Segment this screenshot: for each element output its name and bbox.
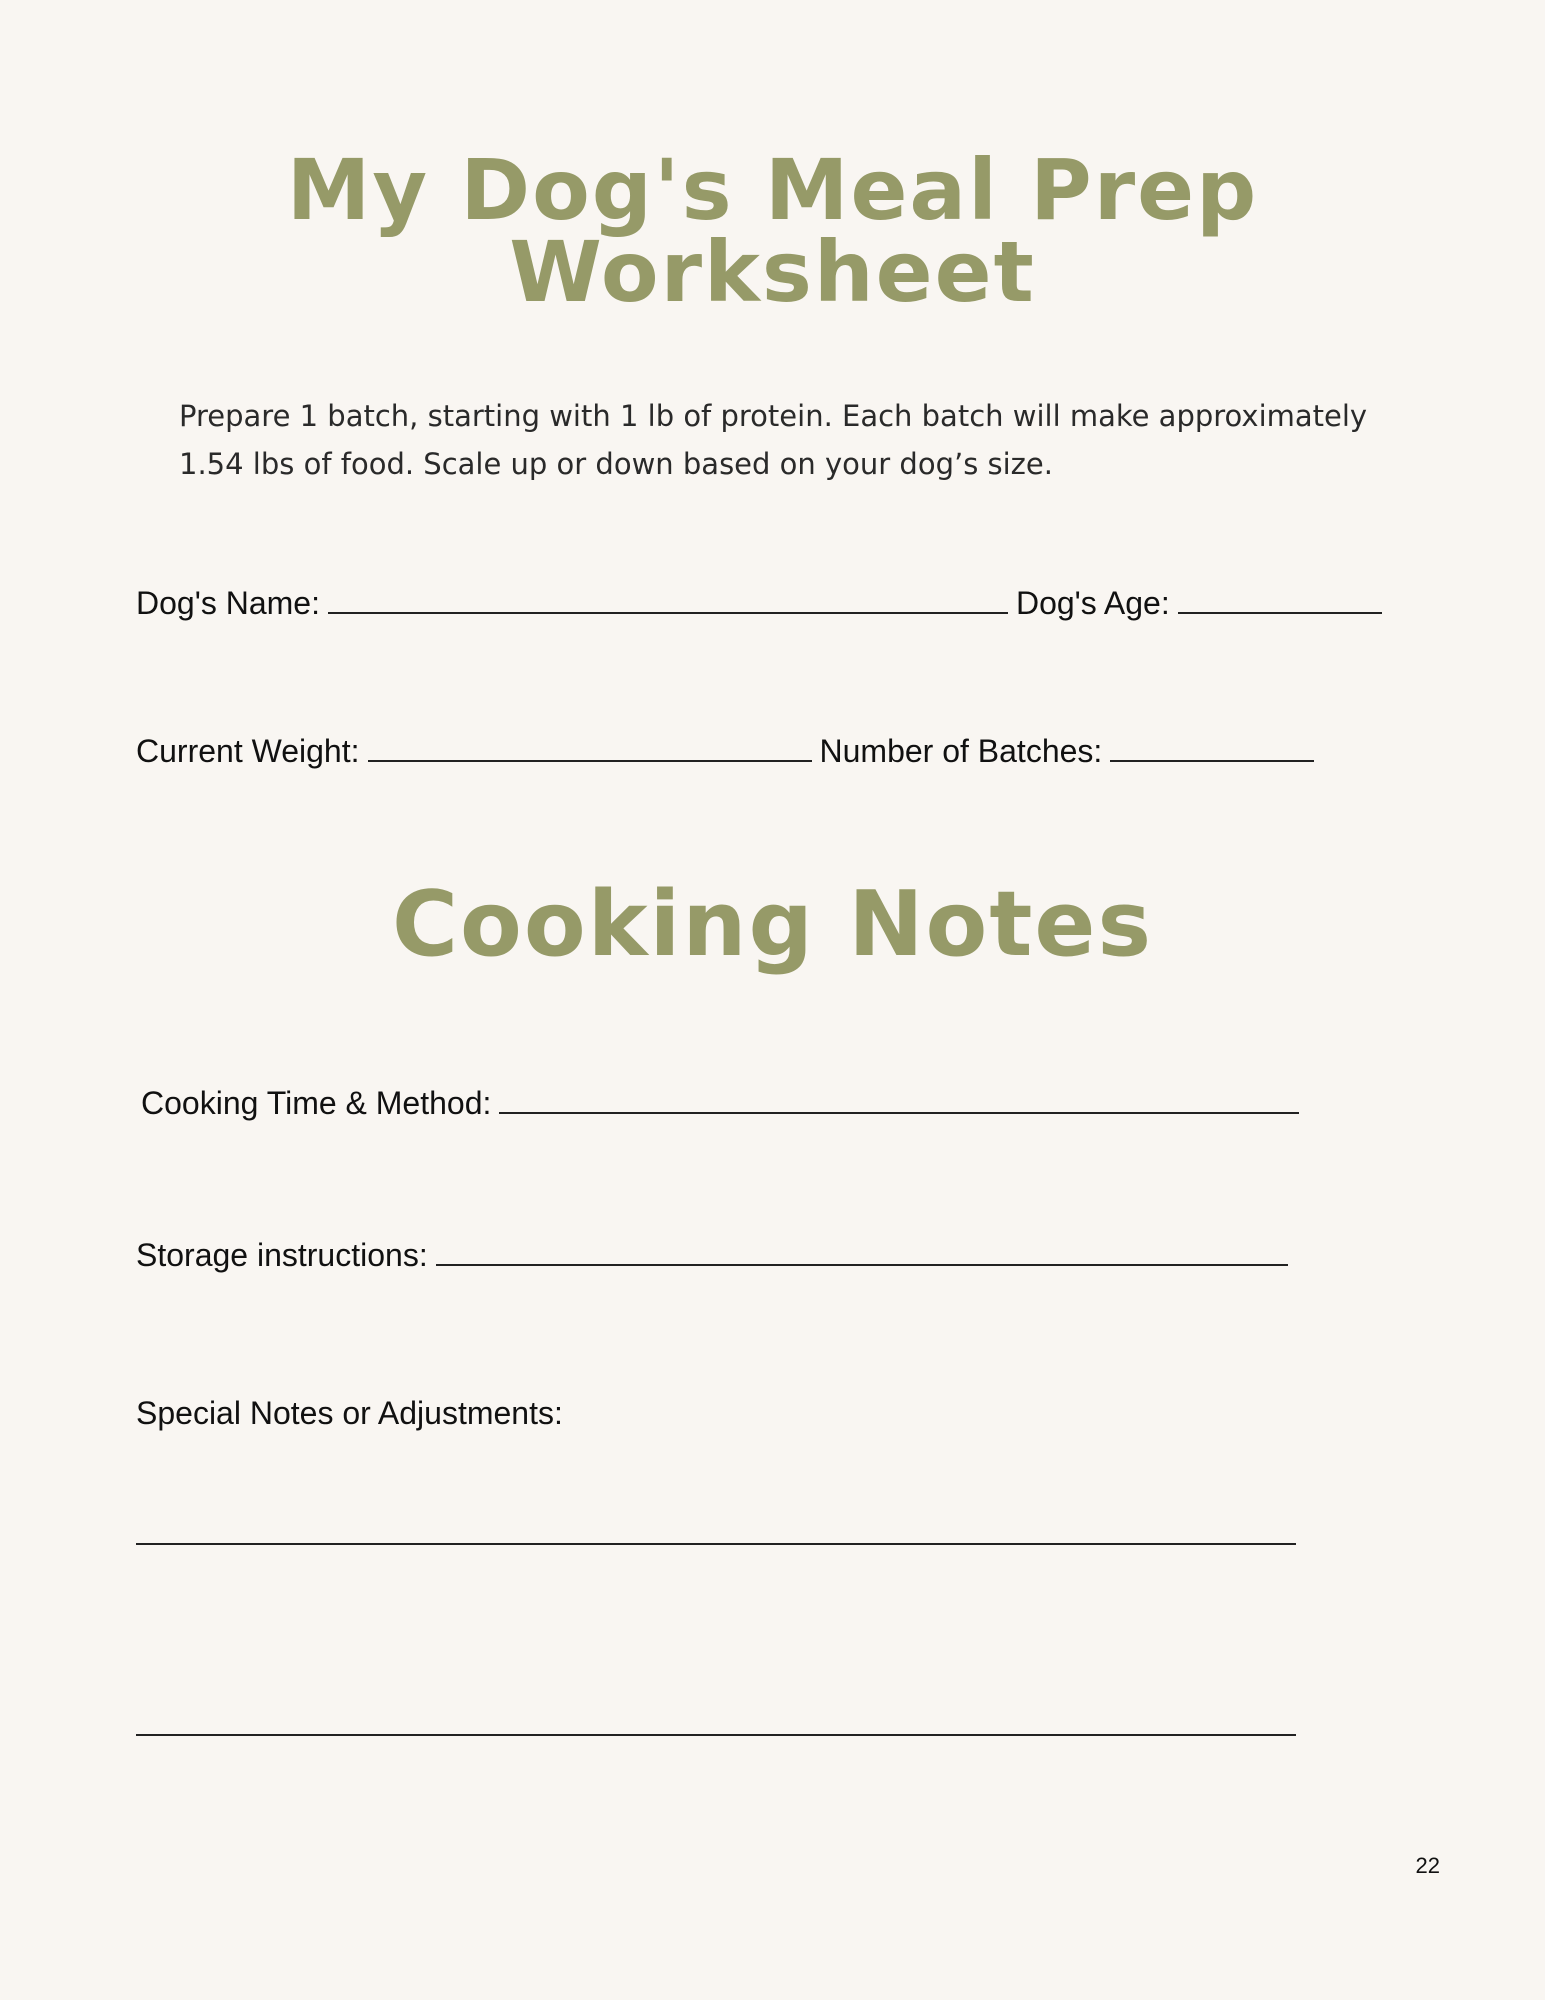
intro-paragraph [179,392,1379,488]
special-notes-line-1[interactable] [136,1543,1296,1545]
storage-instructions-field[interactable] [436,1234,1288,1266]
special-notes-row [136,1393,563,1433]
cooking-notes-heading: Cooking Notes [391,872,1154,977]
storage-instructions-label: Storage instructions: [136,1237,428,1273]
dog-age-field[interactable] [1178,582,1382,614]
cooking-time-row [141,1082,1299,1123]
current-weight-field[interactable] [368,730,812,762]
dog-name-label: Dog's Name: [136,585,320,621]
number-of-batches-label: Number of Batches: [819,733,1103,769]
current-weight-label: Current Weight: [136,733,360,769]
page-number: 22 [1415,1853,1440,1878]
dog-age-label: Dog's Age: [1015,585,1170,621]
intro-line-2: 1.54 lbs of food. Scale up or down based on your dog’s size. [179,447,1053,481]
special-notes-line-2[interactable] [136,1734,1296,1736]
dog-name-field[interactable] [328,582,1008,614]
name-age-row [136,582,1382,623]
special-notes-label: Special Notes or Adjustments: [136,1395,563,1431]
weight-batches-row [136,730,1314,771]
intro-line-1: Prepare 1 batch, starting with 1 lb of protein. Each batch will make approximately [179,399,1368,433]
storage-row [136,1234,1288,1275]
cooking-time-method-field[interactable] [499,1082,1299,1114]
cooking-time-method-label: Cooking Time & Method: [141,1085,492,1121]
page-title-line-1: My Dog's Meal Prep [286,141,1259,239]
page-title-line-2: Worksheet [509,223,1036,321]
number-of-batches-field[interactable] [1110,730,1314,762]
